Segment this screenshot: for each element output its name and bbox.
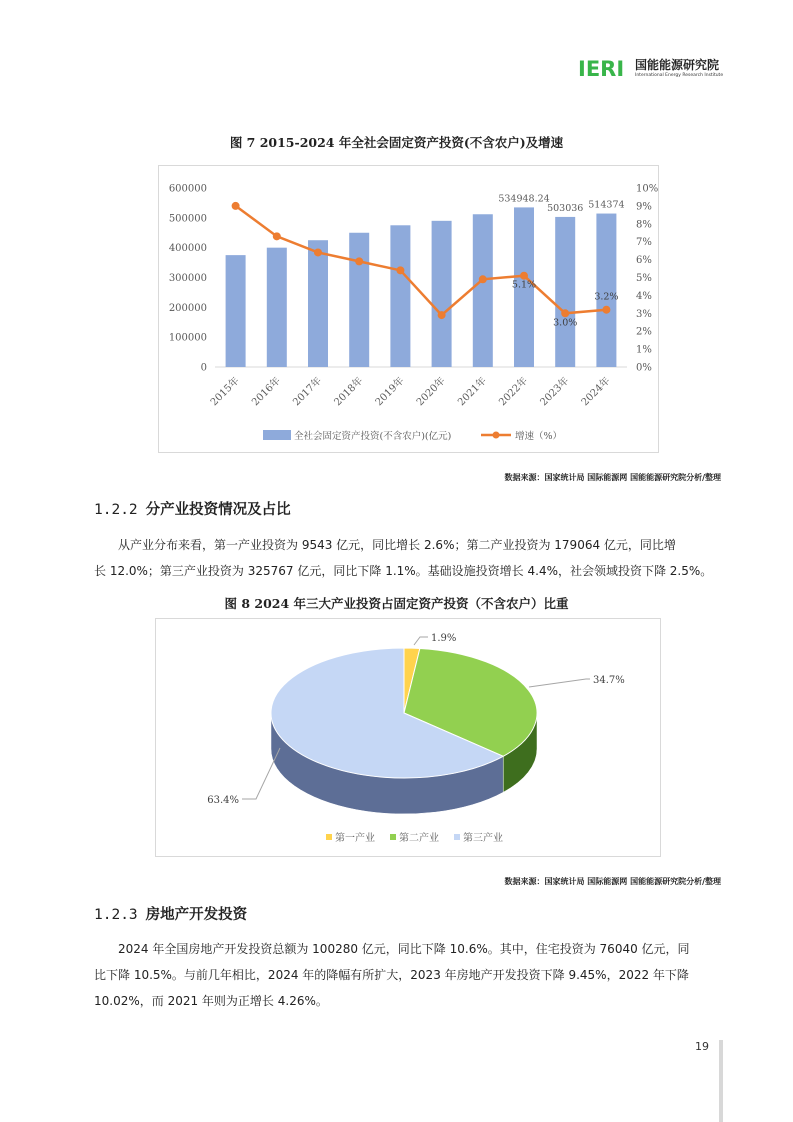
bar-data-label: 534948.24 xyxy=(498,193,550,205)
section-1-2-2-paragraph xyxy=(94,532,722,584)
y-right-tick-label: 5% xyxy=(636,273,652,284)
legend-line-label: 增速（%） xyxy=(515,431,563,442)
section-number: 1.2.3 xyxy=(94,907,138,923)
growth-point xyxy=(396,266,404,274)
figure-7-source: 数据来源：国家统计局 国际能源网 国能能源研究院分析/整理 xyxy=(504,472,721,482)
section-number: 1.2.2 xyxy=(94,502,138,518)
growth-point xyxy=(438,311,446,319)
legend-line-marker xyxy=(493,432,500,439)
growth-point xyxy=(479,275,487,283)
legend-swatch xyxy=(390,834,396,840)
bar xyxy=(553,217,578,367)
bar-data-label: 514374 xyxy=(588,199,625,211)
y-right-tick-label: 2% xyxy=(636,326,652,338)
section-title: 分产业投资情况及占比 xyxy=(145,502,291,518)
x-tick-label: 2017年 xyxy=(291,375,325,409)
ieri-logo xyxy=(578,57,728,83)
paragraph-line: 比下降 10.5%。与前几年相比，2024 年的降幅有所扩大，2023 年房地产开发投资下降 9.45%，2022 年下降 xyxy=(94,968,689,982)
y-right-tick-label: 9% xyxy=(636,201,652,213)
growth-point xyxy=(232,202,240,210)
growth-line xyxy=(236,206,607,315)
section-heading-1-2-3 xyxy=(94,903,247,924)
pie-data-label: 63.4% xyxy=(207,795,239,806)
growth-point xyxy=(602,306,610,314)
logo-name: 国能能源研究院 xyxy=(635,58,720,72)
section-heading-1-2-2 xyxy=(94,498,291,519)
section-1-2-3-paragraph xyxy=(94,936,722,1014)
x-tick-label: 2016年 xyxy=(250,375,283,409)
section-title: 房地产开发投资 xyxy=(145,907,248,923)
bar-data-label: 503036 xyxy=(547,202,584,214)
figure-8-chart xyxy=(156,619,660,856)
x-tick-label: 2015年 xyxy=(208,375,242,409)
bar xyxy=(473,214,493,367)
y-left-tick-label: 100000 xyxy=(168,332,207,344)
y-right-tick-label: 1% xyxy=(636,344,652,356)
legend-label: 第三产业 xyxy=(463,833,503,844)
pie-data-label: 34.7% xyxy=(593,675,625,686)
growth-point xyxy=(561,309,569,317)
y-left-tick-label: 300000 xyxy=(168,273,207,284)
figure-7-title: 图 7 2015-2024 年全社会固定资产投资(不含农户)及增速 xyxy=(229,135,564,150)
y-right-tick-label: 3% xyxy=(636,308,652,320)
paragraph-line: 从产业分布来看，第一产业投资为 9543 亿元，同比增长 2.6%；第二产业投资为 179064 亿元，同比增 xyxy=(118,538,676,552)
line-data-label: 3.0% xyxy=(553,317,578,329)
x-tick-label: 2024年 xyxy=(579,375,613,409)
growth-point xyxy=(314,248,322,256)
logo-subtitle: International Energy Research Institute xyxy=(635,73,724,78)
bar xyxy=(308,240,328,367)
x-tick-label: 2023年 xyxy=(538,375,572,409)
figure-8-source: 数据来源：国家统计局 国际能源网 国能能源研究院分析/整理 xyxy=(504,876,721,886)
legend-label: 第二产业 xyxy=(399,833,439,844)
y-right-tick-label: 10% xyxy=(636,183,658,195)
x-tick-label: 2020年 xyxy=(414,375,448,409)
legend-bar-label: 全社会固定资产投资(不含农户)(亿元) xyxy=(294,431,452,442)
y-right-tick-label: 6% xyxy=(636,255,652,267)
x-tick-label: 2021年 xyxy=(456,375,489,409)
paragraph-line: 长 12.0%；第三产业投资为 325767 亿元，同比下降 1.1%。基础设施投资增长 4.4%，社会领域投资下降 2.5%。 xyxy=(94,564,713,578)
growth-point xyxy=(355,257,363,265)
figure-8-chart-frame xyxy=(155,618,661,857)
bar xyxy=(594,214,619,367)
legend-bar-swatch xyxy=(263,430,291,440)
y-left-tick-label: 0 xyxy=(200,362,207,374)
figure-7-chart xyxy=(159,166,658,452)
y-left-tick-label: 200000 xyxy=(168,302,207,314)
legend-swatch xyxy=(326,834,332,840)
bar xyxy=(226,255,246,367)
page-number: 19 xyxy=(695,1040,709,1053)
growth-point xyxy=(273,232,281,240)
legend-label: 第一产业 xyxy=(335,833,375,844)
bar xyxy=(390,225,410,367)
y-right-tick-label: 8% xyxy=(636,219,652,231)
bar xyxy=(432,221,452,367)
pie-leader-line xyxy=(529,679,590,687)
pie-leader-line xyxy=(414,637,428,645)
y-left-tick-label: 400000 xyxy=(168,243,207,255)
paragraph-line: 10.02%，而 2021 年则为正增长 4.26%。 xyxy=(94,994,328,1008)
bar xyxy=(267,248,287,367)
legend-swatch xyxy=(454,834,460,840)
bar xyxy=(349,233,369,367)
pie-data-label: 1.9% xyxy=(431,633,457,644)
y-right-tick-label: 4% xyxy=(636,290,652,302)
line-data-label: 5.1% xyxy=(511,279,537,291)
x-tick-label: 2018年 xyxy=(332,375,366,409)
x-tick-label: 2022年 xyxy=(497,375,531,409)
figure-7-chart-frame xyxy=(158,165,659,453)
paragraph-line: 2024 年全国房地产开发投资总额为 100280 亿元，同比下降 10.6%。其中，住宅投资为 76040 亿元，同 xyxy=(118,942,690,956)
y-right-tick-label: 0% xyxy=(636,362,652,374)
y-left-tick-label: 500000 xyxy=(168,213,207,225)
page-edge-bar xyxy=(719,1040,723,1122)
figure-8-title: 图 8 2024 年三大产业投资占固定资产投资（不含农户）比重 xyxy=(224,596,569,611)
y-left-tick-label: 600000 xyxy=(168,183,207,195)
y-right-tick-label: 7% xyxy=(636,237,652,249)
line-data-label: 3.2% xyxy=(594,291,619,303)
logo-mark: IERI xyxy=(578,57,625,81)
growth-point xyxy=(520,272,528,280)
x-tick-label: 2019年 xyxy=(373,375,407,409)
